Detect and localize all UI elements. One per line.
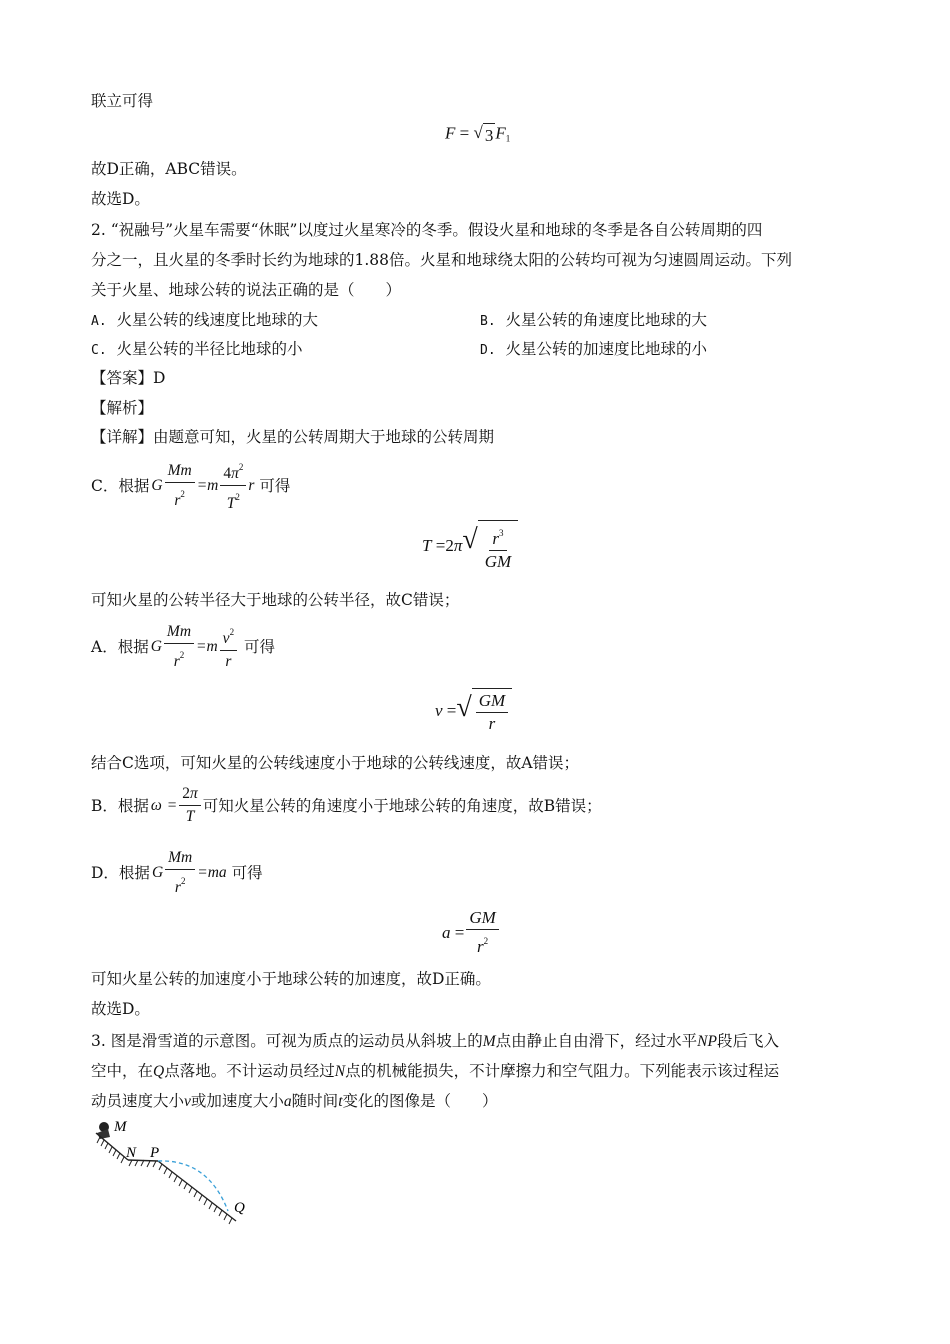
ski-slope-diagram: [88, 1115, 258, 1230]
d-conclusion: 可知火星公转的加速度小于地球公转的加速度，故D正确。: [91, 970, 491, 988]
equation-velocity: v = √ $\frac{GM}{r}$: [435, 688, 512, 734]
option-d: D. 火星公转的加速度比地球的小: [480, 340, 708, 358]
a-formula-line: A．根据 G $\frac{Mm}{r^2}$ =m $\frac{v^2}{r}$ 可得: [91, 623, 276, 670]
d-formula-line: D．根据 G $\frac{Mm}{r^2}$ =ma 可得: [91, 849, 263, 896]
detail-text: 【详解】由题意可知，火星的公转周期大于地球的公转周期: [91, 428, 495, 446]
label-m: M: [114, 1119, 127, 1135]
question-2-text: 2. “祝融号”火星车需要“休眠”以度过火星寒冷的冬季。假设火星和地球的冬季是各自公转周期的四: [91, 221, 763, 239]
c-formula-line: C．根据 G $\frac{Mm}{r^2}$ =m $\frac{4\pi^2}{T^2}$ r 可得: [91, 457, 290, 514]
text-line: 故选D。: [91, 190, 150, 208]
option-b: B. 火星公转的角速度比地球的大: [480, 311, 708, 329]
equation-f: F = √ 3 $F_1$: [445, 123, 511, 145]
text-line: 联立可得: [91, 92, 154, 110]
text-line: 故D正确，ABC错误。: [91, 160, 247, 178]
answer-label: 【答案】D: [91, 369, 166, 387]
label-n: N: [126, 1145, 137, 1161]
option-a: A. 火星公转的线速度比地球的大: [91, 311, 319, 329]
c-conclusion: 可知火星的公转半径大于地球的公转半径，故C错误；: [91, 591, 460, 609]
question-3-text: 空中，在Q点落地。不计运动员经过N点的机械能损失，不计摩擦力和空气阻力。下列能表示该过程运: [91, 1062, 780, 1080]
equation-period: T = 2 π √ $\frac{r^3}{GM}$: [422, 520, 518, 572]
label-p: P: [150, 1145, 160, 1161]
question-2-text: 分之一，且火星的冬季时长约为地球的1.88倍。火星和地球绕太阳的公转均可视为匀速圆周运动。下列: [91, 251, 793, 269]
question-3-text: 3. 图是滑雪道的示意图。可视为质点的运动员从斜坡上的M点由静止自由滑下，经过水平NP段后飞入: [91, 1032, 779, 1050]
final-answer: 故选D。: [91, 1000, 150, 1018]
label-q: Q: [234, 1200, 245, 1216]
a-conclusion: 结合C选项，可知火星的公转线速度小于地球的公转线速度，故A错误；: [91, 754, 580, 772]
skier-icon: [97, 1122, 110, 1139]
equation-acceleration: a = $\frac{GM}{r^2}$: [442, 908, 501, 957]
question-2-text: 关于火星、地球公转的说法正确的是（ ）: [91, 281, 402, 299]
analysis-label: 【解析】: [91, 399, 154, 417]
b-formula-line: B．根据 ω = $\frac{2\pi}{T}$ 可知火星公转的角速度小于地球公转的角速度，故B错误；: [91, 785, 602, 825]
option-c: C. 火星公转的半径比地球的小: [91, 340, 303, 358]
question-3-text: 动员速度大小v或加速度大小a随时间t变化的图像是（ ）: [91, 1092, 498, 1110]
